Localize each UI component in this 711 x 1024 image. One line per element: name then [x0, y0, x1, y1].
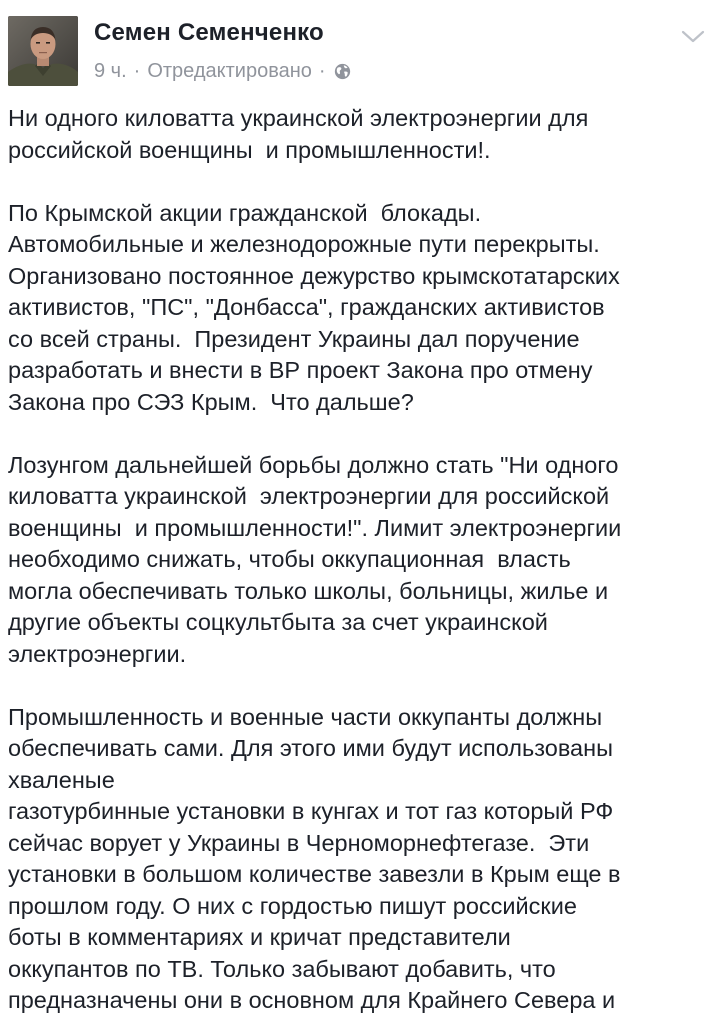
- globe-icon[interactable]: [334, 63, 351, 80]
- post-text-line: необходимо снижать, чтобы оккупационная власть: [8, 546, 571, 572]
- post-text-line: другие объекты соцкультбыта за счет украинской: [8, 609, 548, 635]
- post-text-line: оккупантов по ТВ. Только забывают добавить, что: [8, 955, 556, 982]
- post-text-line: сейчас ворует у Украины в Черноморнефтегазе. Эти: [8, 829, 590, 856]
- avatar-photo: [8, 16, 78, 86]
- author-name[interactable]: Семен Семенченко: [94, 19, 324, 46]
- chevron-down-icon[interactable]: [680, 26, 706, 48]
- meta-separator: ·: [133, 59, 141, 82]
- post-text-line: боты в комментариях и кричат представители: [8, 924, 511, 950]
- post-text-line: прошлом году. О них с гордостью пишут российские: [8, 892, 577, 919]
- post-text: [8, 103, 708, 1017]
- post-time[interactable]: 9 ч.: [94, 59, 127, 82]
- paragraph-gap: [8, 670, 708, 702]
- post-text-line: обеспечивать сами. Для этого ими будут использованы: [8, 735, 613, 761]
- post-text-line: По Крымской акции гражданской блокады.: [8, 199, 482, 226]
- paragraph-gap: [8, 166, 708, 198]
- post-text-line: Организовано постоянное дежурство крымскотатарских: [8, 262, 620, 289]
- post-text-line: военщины и промышленности!". Лимит электроэнергии: [8, 514, 622, 541]
- post-text-line: газотурбинные установки в кунгах и тот газ который РФ: [8, 798, 614, 824]
- edited-label[interactable]: Отредактировано: [147, 59, 312, 82]
- post-text-line: электроэнергии.: [8, 640, 187, 667]
- post-text-line: могла обеспечивать только школы, больницы, жилье и: [8, 577, 609, 604]
- post-text-line: активистов, "ПС", "Донбасса", гражданских активистов: [8, 294, 605, 320]
- post-paragraph: [8, 450, 708, 671]
- post-text-line: Закона про СЭЗ Крым. Что дальше?: [8, 388, 414, 415]
- post-meta: [94, 58, 351, 84]
- post-text-line: установки в большом количестве завезли в Крым еще в: [8, 861, 621, 887]
- post-text-line: предназначены они в основном для Крайнего Севера и: [8, 987, 616, 1013]
- post-text-line: Автомобильные и железнодорожные пути перекрыты.: [8, 231, 600, 257]
- post-text-line: Лозунгом дальнейшей борьбы должно стать "Ни одного: [8, 451, 619, 478]
- post-text-line: со всей страны. Президент Украины дал поручение: [8, 325, 580, 352]
- post-paragraph: [8, 103, 708, 166]
- post-text-line: Ни одного киловатта украинской электроэнергии для: [8, 105, 589, 131]
- post-text-line: Промышленность и военные части оккупанты должны: [8, 703, 603, 730]
- post-paragraph: [8, 702, 708, 1017]
- post-text-line: российской военщины и промышленности!.: [8, 136, 491, 163]
- paragraph-gap: [8, 418, 708, 450]
- meta-separator: ·: [318, 59, 326, 82]
- post-text-line: киловатта украинской электроэнергии для российской: [8, 483, 610, 509]
- post-header: [0, 0, 711, 96]
- post-paragraph: [8, 198, 708, 419]
- avatar[interactable]: [8, 16, 78, 86]
- post-text-line: разработать и внести в ВР проект Закона про отмену: [8, 357, 593, 383]
- post-text-line: хваленые: [8, 766, 115, 793]
